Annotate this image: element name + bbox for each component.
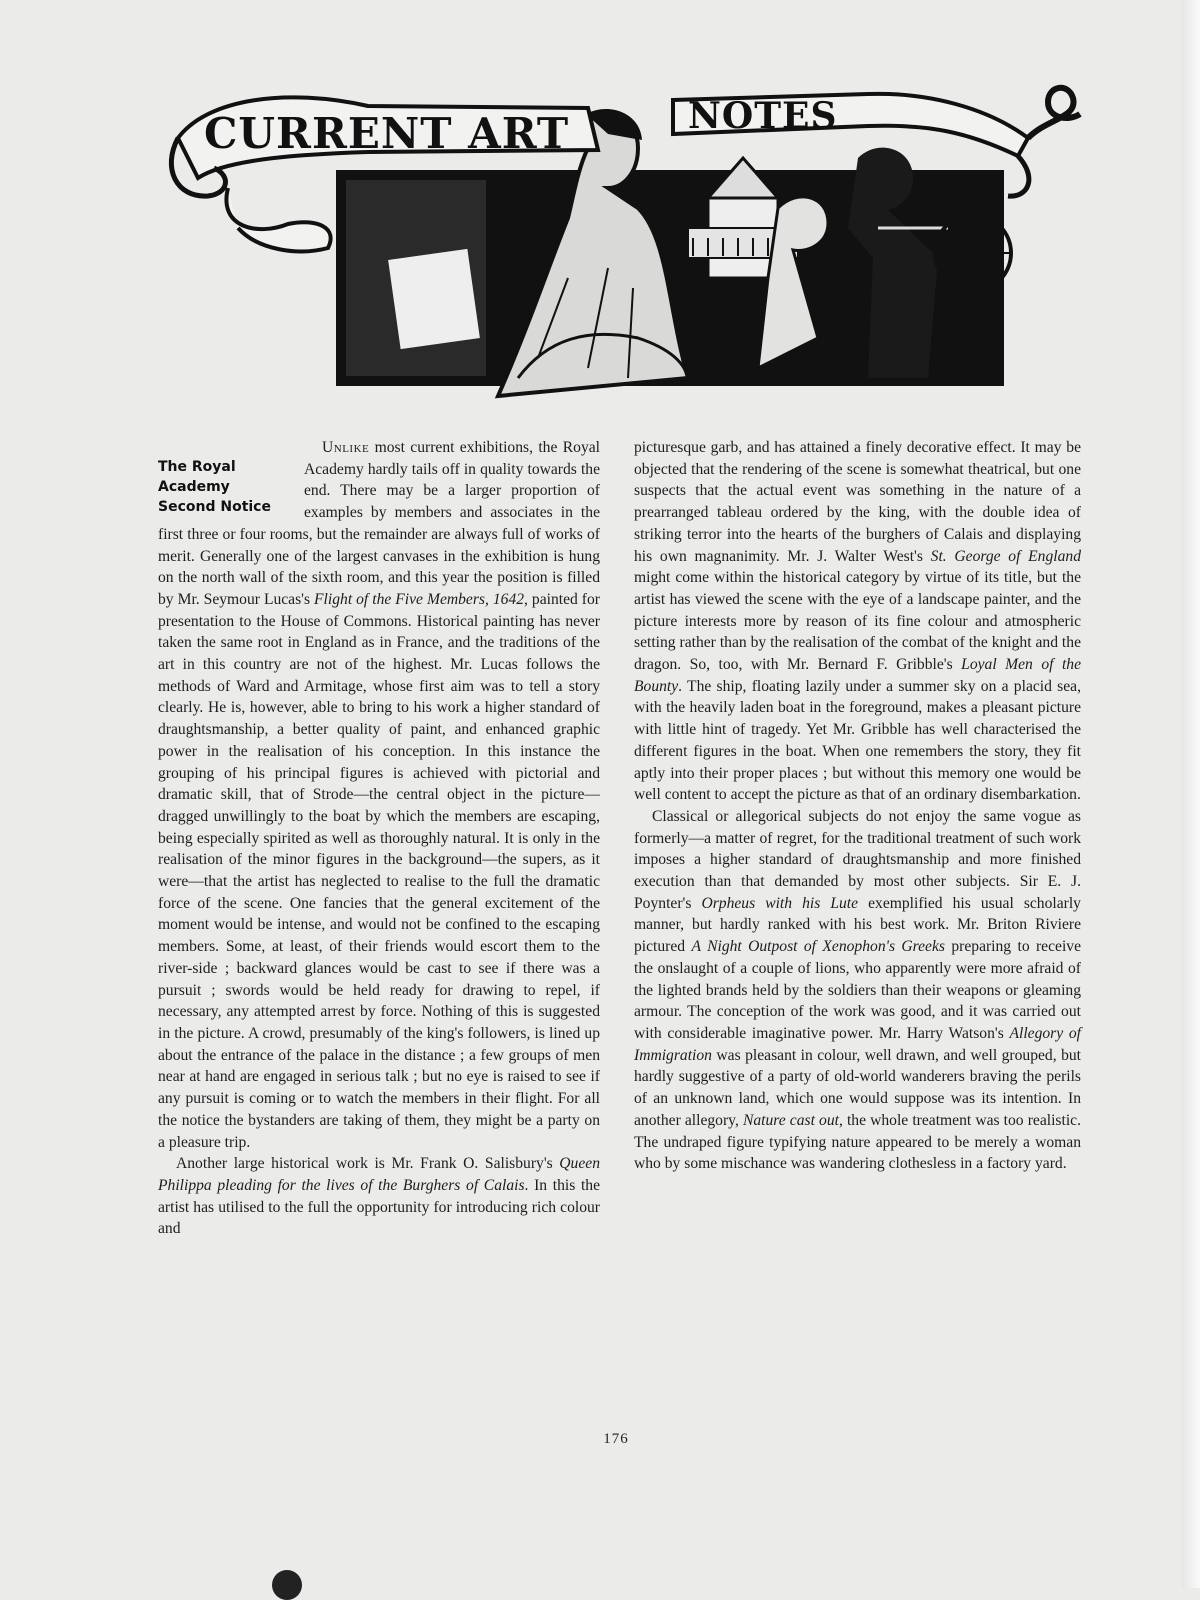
text-run: Classical or allegorical subjects do not enjoy the same vogue as formerly—a matter of regret, for the traditional treatment of such work imposes a higher standard of draughtsmanship and more finished execution than that demanded by most other subjects. Sir E. J. Poynter's xyxy=(634,807,1081,912)
artwork-title: Loyal Men of the Bounty xyxy=(634,656,1081,695)
text-run: most current exhibitions, the Royal Academy hardly tails off in quality towards the end. There may be a larger proportion of examples by members and associates in the first three or four rooms, but the remainder are always full of works of merit. Generally one of the largest canvases in the exhibition is hung on the north wall of the sixth room, and this year the position is filled by Mr. Seymour Lucas's xyxy=(158,439,600,608)
scan-smudge xyxy=(272,1570,302,1600)
text-run: preparing to receive the onslaught of a couple of lions, who apparently were more afraid of the lighted brands held by the soldiers than their weapons or gleaming armour. The conception of the work was good, and it was carried out with considerable imaginative power. Mr. Harry Watson's xyxy=(634,938,1081,1042)
text-run: Another large historical work is Mr. Frank O. Salisbury's xyxy=(176,1155,560,1173)
right-column xyxy=(634,437,1081,1175)
paragraph xyxy=(634,806,1081,1175)
artwork-title: St. George of England xyxy=(930,547,1081,565)
artwork-title: Nature cast out xyxy=(742,1111,839,1129)
banner-right-text: NOTES xyxy=(688,95,838,137)
paragraph xyxy=(158,437,600,1153)
left-column xyxy=(158,437,600,1240)
artwork-title: Allegory of Immigration xyxy=(634,1024,1081,1064)
sidenote-line: Second Notice xyxy=(158,499,271,515)
sidenote-line: Academy xyxy=(158,479,230,495)
text-run: might come within the historical category by virtue of its title, but the artist has viewed the scene with the eye of a landscape painter, and the picture interests more by reason of its fine colour and atmospheric setting rather than by the realisation of the combat of the knight and the dragon. So, too, with Mr. Bernard F. Gribble's xyxy=(634,569,1081,674)
text-run: . The ship, floating lazily under a summer sky on a placid sea, with the heavily laden boat in the foreground, makes a pleasant picture with little hint of tragedy. Yet Mr. Gribble has well characterised the different figures in the boat. When one remembers the story, they fit aptly into their proper places ; but without this memory one would be well content to accept the picture as that of an ordinary disembarkation. xyxy=(634,677,1081,804)
sidenote-line: The Royal xyxy=(158,459,236,475)
header-illustration xyxy=(168,78,1088,408)
artwork-title: A Night Outpost of Xenophon's Greeks xyxy=(691,938,945,956)
text-run: , painted for presentation to the House of Commons. Historical painting has never taken the same root in England as in France, and the traditions of the art in this country are not of the highest. Mr. Lucas follows the methods of Ward and Armitage, whose first aim was to tell a story clearly. He is, however, able to bring to his work a higher standard of draughtsmanship, a better quality of paint, and enhanced graphic power in the realisation of his conception. In this instance the grouping of his principal figures is achieved with pictorial and dramatic skill, that of Strode—the central object in the picture—dragged unwillingly to the boat by which the members are escaping, being especially spirited as well as thoroughly natural. It is only in the realisation of the minor figures in the background—the supers, as it were—that the artist has neglected to realise to the full the dramatic force of the scene. One fancies that the general excitement of the moment would be intense, and would not be confined to the escaping members. Some, at least, of their friends would escort them to the river-side ; backward glances would be cast to see if there was a pursuit ; swords would be held ready for drawing to repel, if necessary, any attempted arrest by force. Nothing of this is suggested in the picture. A crowd, presumably of the king's followers, is lined up about the entrance of the palace in the distance ; a few groups of men near at hand are engaged in serious talk ; but no eye is raised to see if any pursuit is coming or to watch the members in their flight. For all the notice the bystanders are taking of them, they might be a party on a pleasure trip. xyxy=(158,590,600,1151)
artwork-title: Queen Philippa pleading for the lives of the Burghers of Calais xyxy=(158,1155,600,1194)
artwork-title: Orpheus with his Lute xyxy=(701,894,859,912)
text-run: picturesque garb, and has attained a finely decorative effect. It may be objected that the rendering of the scene is somewhat theatrical, but one suspects that the actual event was something in the nature of a prearranged tableau ordered by the king, with the double idea of striking terror into the hearts of the burghers of Calais and displaying his own magnanimity. Mr. J. Walter West's xyxy=(634,439,1081,565)
page-edge xyxy=(1182,0,1200,1588)
text-run: . In this the artist has utilised to the full the opportunity for introducing rich colour and xyxy=(158,1176,600,1238)
lead-word: Unlike xyxy=(322,439,370,456)
banner-left-text: CURRENT ART xyxy=(204,109,570,158)
paragraph xyxy=(158,1153,600,1240)
text-run: exemplified his usual scholarly manner, but hardly ranked with his best work. Mr. Briton Riviere pictured xyxy=(634,894,1081,956)
sidenote xyxy=(158,457,294,517)
paragraph xyxy=(634,437,1081,806)
text-run: , the whole treatment was too realistic. The undraped figure typifying nature appeared to be merely a woman who by some mischance was wandering clothesless in a factory yard. xyxy=(634,1111,1081,1173)
text-run: was pleasant in colour, well drawn, and well grouped, but hardly suggestive of a party of old-world wanderers braving the perils of an unknown land, which one would suppose was its intention. In another allegory, xyxy=(634,1046,1081,1129)
artwork-title: Flight of the Five Members, 1642 xyxy=(314,590,525,608)
page-number: 176 xyxy=(603,1431,629,1447)
